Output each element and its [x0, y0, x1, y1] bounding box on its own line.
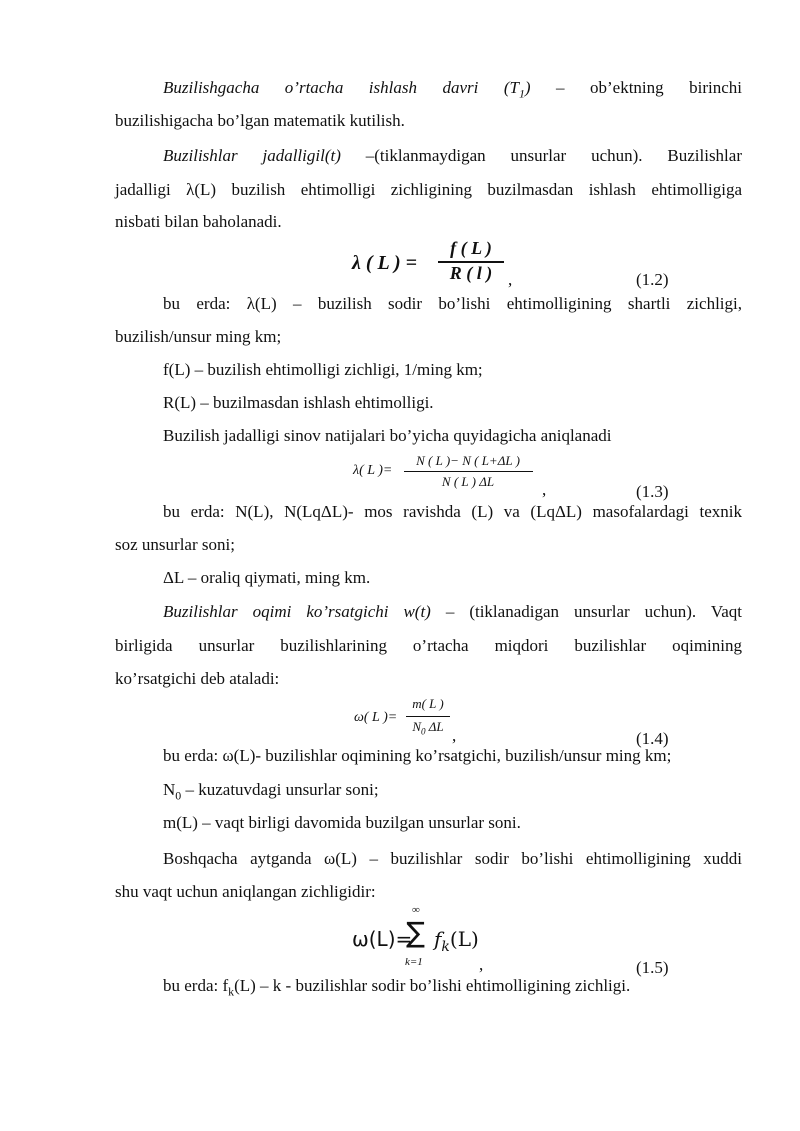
paragraph-flow-line2: birligida unsurlar buzilishlarining o’rtacha miqdori buzilishlar oqimining	[115, 636, 742, 655]
eq14-numerator: m( L )	[412, 696, 444, 711]
term-failure-flow: Buzilishlar oqimi ko’rsatgichi w(t)	[163, 602, 431, 621]
eq15-term: $f_k(L)$	[434, 927, 479, 955]
paragraph-intensity-line3: nisbati bilan baholanadi.	[115, 212, 282, 231]
eq15-lhs: ω(L)=	[352, 927, 413, 951]
eq13-comma: ,	[542, 480, 547, 499]
t1-definition-start: – ob’ektning birinchi	[530, 78, 742, 97]
eq14-number: (1.4)	[636, 729, 669, 748]
n0-definition: $N_0$ – kuzatuvdagi unsurlar soni;	[163, 780, 379, 803]
eq15-sum-symbol: ∑	[406, 916, 425, 949]
paragraph-otherwise-line2: shu vaqt uchun aniqlangan zichligidir:	[115, 882, 376, 901]
eq12-comma: ,	[508, 270, 513, 289]
where13-line1: bu erda: N(L), N(LqΔL)- mos ravishda (L) va (LqΔL) masofalardagi texnik	[163, 502, 742, 521]
intensity-definition-start: –(tiklanmaydigan unsurlar uchun). Buzilishlar	[340, 146, 742, 165]
where12-line2: buzilish/unsur ming km;	[115, 327, 282, 346]
eq15-number: (1.5)	[636, 958, 669, 977]
delta-l-definition: ΔL – oraliq qiymati, ming km.	[163, 568, 371, 587]
where14-line1: bu erda: ω(L)- buzilishlar oqimining ko’rsatgichi, buzilish/unsur ming km;	[163, 746, 672, 765]
where15-line: bu erda: $f_k(L)$ – k - buzilishlar sodir bo’lishi ehtimolligining zichligi.	[163, 976, 631, 999]
paragraph-intensity-line2: jadalligi λ(L) buzilish ehtimolligi zichligining buzilmasdan ishlash ehtimolligiga	[115, 180, 742, 199]
eq15-comma: ,	[479, 955, 484, 974]
paragraph-t1-line1	[163, 78, 742, 103]
eq15-lower-limit: k=1	[405, 956, 423, 968]
eq12-numerator: f ( L )	[450, 238, 492, 258]
paragraph-intensity-line1	[163, 146, 742, 166]
m-definition: m(L) – vaqt birligi davomida buzilgan unsurlar soni.	[163, 813, 521, 832]
eq13-fraction-bar	[404, 471, 533, 472]
eq13-denominator: N ( L ) ΔL	[441, 474, 495, 489]
term-failure-intensity: Buzilishlar jadalligil(t)	[163, 146, 341, 165]
intro-eq13: Buzilish jadalligi sinov natijalari bo’yicha quyidagicha aniqlanadi	[163, 426, 612, 445]
f-definition: f(L) – buzilish ehtimolligi zichligi, 1/ming km;	[163, 360, 483, 379]
term-mean-time-to-failure: Buzilishgacha o’rtacha ishlash davri	[163, 78, 479, 97]
where12-line1: bu erda: λ(L) – buzilish sodir bo’lishi ehtimolligining shartli zichligi,	[163, 294, 742, 313]
eq14-lhs: ω( L )=	[354, 710, 398, 725]
eq13-lhs: λ( L )=	[353, 463, 393, 478]
flow-definition-start: – (tiklanadigan unsurlar uchun). Vaqt	[430, 602, 742, 621]
where13-line2: soz unsurlar soni;	[115, 535, 235, 554]
r-definition: R(L) – buzilmasdan ishlash ehtimolligi.	[163, 393, 434, 412]
eq13-numerator: N ( L )− N ( L+ΔL )	[416, 453, 520, 468]
paragraph-flow-line1	[163, 602, 742, 622]
eq15-upper-limit: ∞	[412, 904, 420, 916]
eq12-number: (1.2)	[636, 270, 669, 289]
eq14-comma: ,	[452, 726, 457, 745]
eq13-number: (1.3)	[636, 482, 669, 501]
eq14-denominator: $N_0$ ΔL	[412, 719, 444, 737]
t1-symbol: $(T_1)$	[503, 78, 531, 101]
eq12-denominator: R ( l )	[449, 263, 493, 283]
paragraph-flow-line3: ko’rsatgichi deb ataladi:	[115, 669, 280, 688]
eq12-lhs: λ ( L ) =	[352, 252, 418, 274]
paragraph-otherwise-line1: Boshqacha aytganda ω(L) – buzilishlar sodir bo’lishi ehtimolligining xuddi	[163, 849, 742, 868]
paragraph-t1-line2: buzilishigacha bo’lgan matematik kutilish.	[115, 111, 405, 130]
eq14-fraction-bar	[406, 716, 450, 717]
